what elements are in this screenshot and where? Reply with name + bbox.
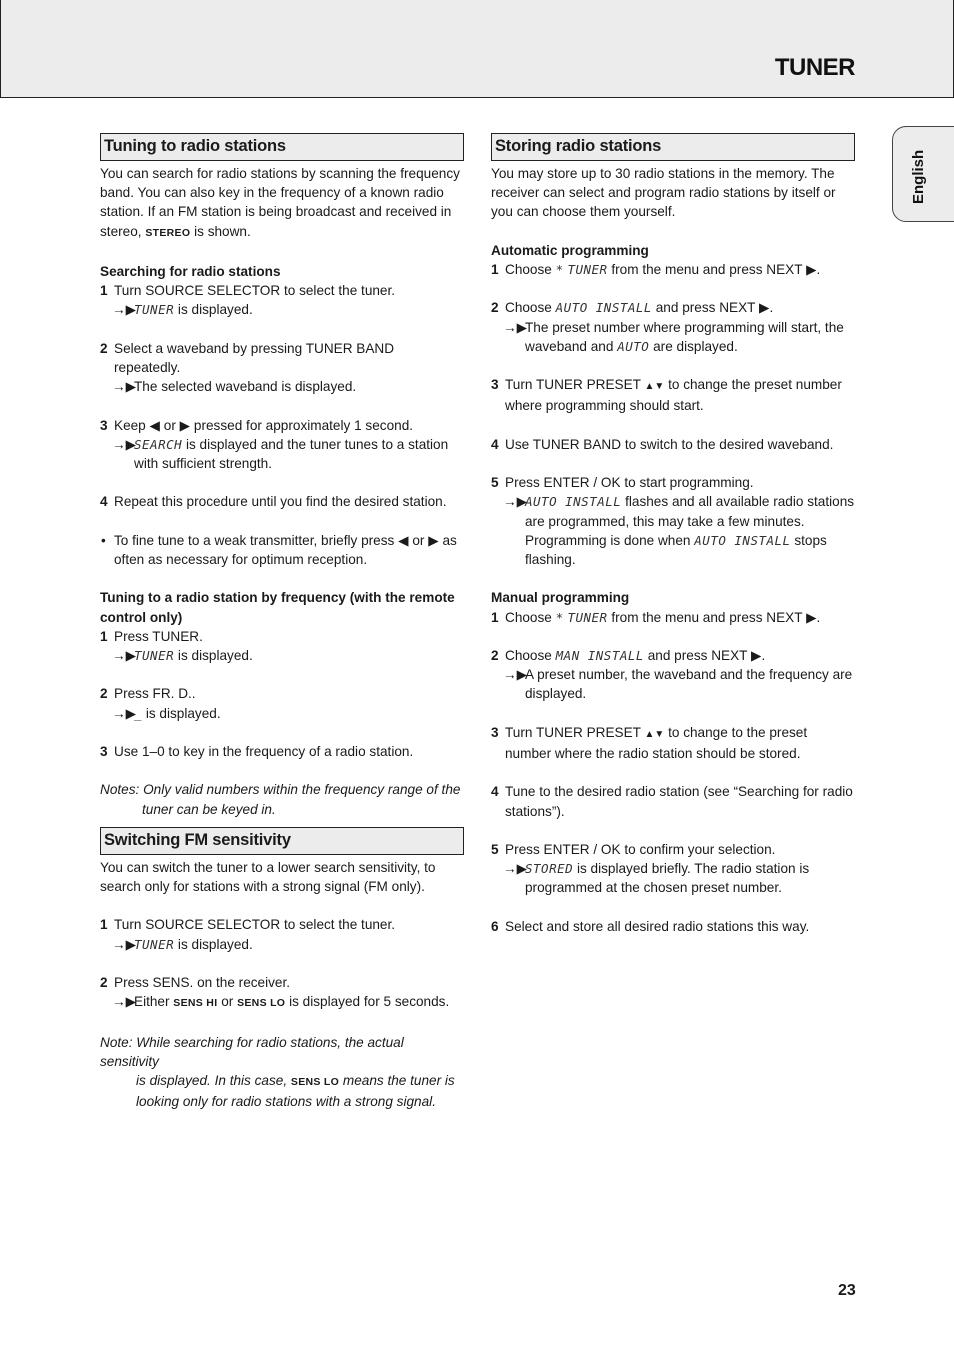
section-heading-storing: Storing radio stations — [491, 133, 855, 161]
step-result: →▶ TUNER is displayed. — [100, 300, 464, 319]
section-heading-fm: Switching FM sensitivity — [100, 827, 464, 855]
triangle-right-icon: ▶ — [759, 300, 770, 316]
step: 4 Repeat this procedure until you find the desired station. — [100, 494, 447, 510]
left-column — [100, 133, 464, 1111]
star-icon: * — [555, 262, 564, 277]
step: 5 Press ENTER / OK to start programming. — [491, 475, 754, 491]
step: 5 Press ENTER / OK to confirm your selection. — [491, 841, 776, 857]
triangle-right-icon: ▶ — [428, 532, 439, 548]
result-arrow-icon: →▶ — [503, 667, 528, 683]
subheading-by-frequency: Tuning to a radio station by frequency (with the remote control only) — [100, 590, 455, 625]
step: 2 Select a waveband by pressing TUNER BAND repeatedly. — [100, 340, 395, 375]
tuning-intro: You can search for radio stations by scanning the frequency band. You can also key in the frequency of a known radio station. If an FM station is being broadcast and received in stereo, STEREO is shown. — [100, 166, 460, 239]
result-arrow-icon: →▶ — [503, 494, 528, 510]
page-title: TUNER — [774, 54, 855, 81]
step-result: →▶ TUNER is displayed. — [100, 935, 464, 954]
step-result: →▶ TUNER is displayed. — [100, 646, 464, 665]
step: 1 Choose * TUNER from the menu and press NEXT ▶. — [491, 609, 821, 625]
section-heading-tuning: Tuning to radio stations — [100, 133, 464, 161]
triangle-right-icon: ▶ — [750, 647, 762, 663]
step: 3 Use 1–0 to key in the frequency of a radio station. — [100, 743, 414, 759]
star-icon: * — [555, 609, 564, 625]
step: 3 Turn TUNER PRESET ▲▼ to change the preset number where programming should start. — [491, 377, 842, 414]
step: 4 Use TUNER BAND to switch to the desired waveband. — [491, 436, 834, 452]
step: 4 Tune to the desired radio station (see “Searching for radio stations”). — [491, 784, 853, 819]
result-arrow-icon: →▶ — [112, 647, 137, 663]
step: 1 Turn SOURCE SELECTOR to select the tuner. — [100, 917, 396, 933]
step: 2 Press FR. D.. — [100, 686, 196, 702]
result-arrow-icon: →▶ — [112, 302, 137, 318]
stereo-indicator: STEREO — [145, 226, 191, 239]
subheading-searching: Searching for radio stations — [100, 264, 281, 279]
note: Note: While searching for radio stations, the actual sensitivity is displayed. In this case, SENS LO means the tuner is looking only for radio stations with a strong signal. — [100, 1034, 455, 1110]
step-result: →▶ STORED is displayed briefly. The radio station is programmed at the chosen preset number. — [503, 861, 810, 896]
result-arrow-icon: →▶ — [503, 319, 528, 335]
step: 6 Select and store all desired radio stations this way. — [491, 918, 810, 934]
step: 1 Choose * TUNER from the menu and press NEXT ▶. — [491, 262, 821, 277]
up-down-triangle-icon: ▲▼ — [644, 381, 665, 393]
language-tab-label: English — [910, 149, 927, 204]
step-result: →▶ A preset number, the waveband and the frequency are displayed. — [503, 667, 853, 702]
right-column — [491, 133, 855, 936]
result-arrow-icon: →▶ — [112, 994, 137, 1010]
notes: Notes: Only valid numbers within the frequency range of the tuner can be keyed in. — [100, 782, 461, 817]
step: 1 Press TUNER. — [100, 628, 203, 644]
step-result: →▶ SEARCH is displayed and the tuner tunes to a station with sufficient strength. — [112, 436, 449, 471]
triangle-right-icon: ▶ — [179, 417, 191, 433]
result-arrow-icon: →▶ — [112, 705, 137, 721]
step: 1 Turn SOURCE SELECTOR to select the tuner. — [100, 283, 396, 299]
step: 2 Choose MAN INSTALL and press NEXT ▶. — [491, 647, 766, 663]
bullet-item: • To fine tune to a weak transmitter, briefly press ◀ or ▶ as often as necessary for optimum reception. — [101, 532, 457, 567]
subheading-automatic: Automatic programming — [491, 242, 649, 258]
subheading-manual: Manual programming — [491, 590, 630, 606]
triangle-right-icon: ▶ — [806, 262, 817, 277]
fm-intro: You can switch the tuner to a lower search sensitivity, to search only for stations with a strong signal (FM only). — [100, 859, 436, 894]
triangle-left-icon: ◀ — [149, 417, 160, 433]
result-arrow-icon: →▶ — [112, 379, 137, 395]
step-result: →▶ _ is displayed. — [100, 704, 464, 723]
step-result: →▶ Either SENS HI or SENS LO is displayed for 5 seconds. — [100, 992, 464, 1013]
step-result: →▶ AUTO INSTALL flashes and all available radio stations are programmed, this may take a few minutes. Programming is done when AUTO INSTALL stops flashing. — [503, 494, 855, 567]
result-arrow-icon: →▶ — [112, 436, 137, 452]
step-result: →▶ The selected waveband is displayed. — [100, 377, 464, 396]
step: 2 Press SENS. on the receiver. — [100, 974, 291, 990]
triangle-right-icon: ▶ — [806, 609, 817, 625]
triangle-left-icon: ◀ — [398, 532, 409, 548]
storing-intro: You may store up to 30 radio stations in the memory. The receiver can select and program radio stations by itself or you can choose them yourself. — [491, 166, 836, 220]
result-arrow-icon: →▶ — [112, 936, 137, 952]
step: 2 Choose AUTO INSTALL and press NEXT ▶. — [491, 300, 774, 316]
up-down-triangle-icon: ▲▼ — [644, 728, 665, 740]
page-number: 23 — [838, 1282, 856, 1299]
header-band — [0, 0, 954, 98]
step: 3 Turn TUNER PRESET ▲▼ to change to the preset number where the radio station should be stored. — [491, 724, 808, 761]
step: 3 Keep ◀ or ▶ pressed for approximately 1 second. — [100, 417, 414, 433]
result-arrow-icon: →▶ — [503, 861, 528, 877]
step-result: →▶ The preset number where programming will start, the waveband and AUTO are displayed. — [503, 319, 844, 354]
